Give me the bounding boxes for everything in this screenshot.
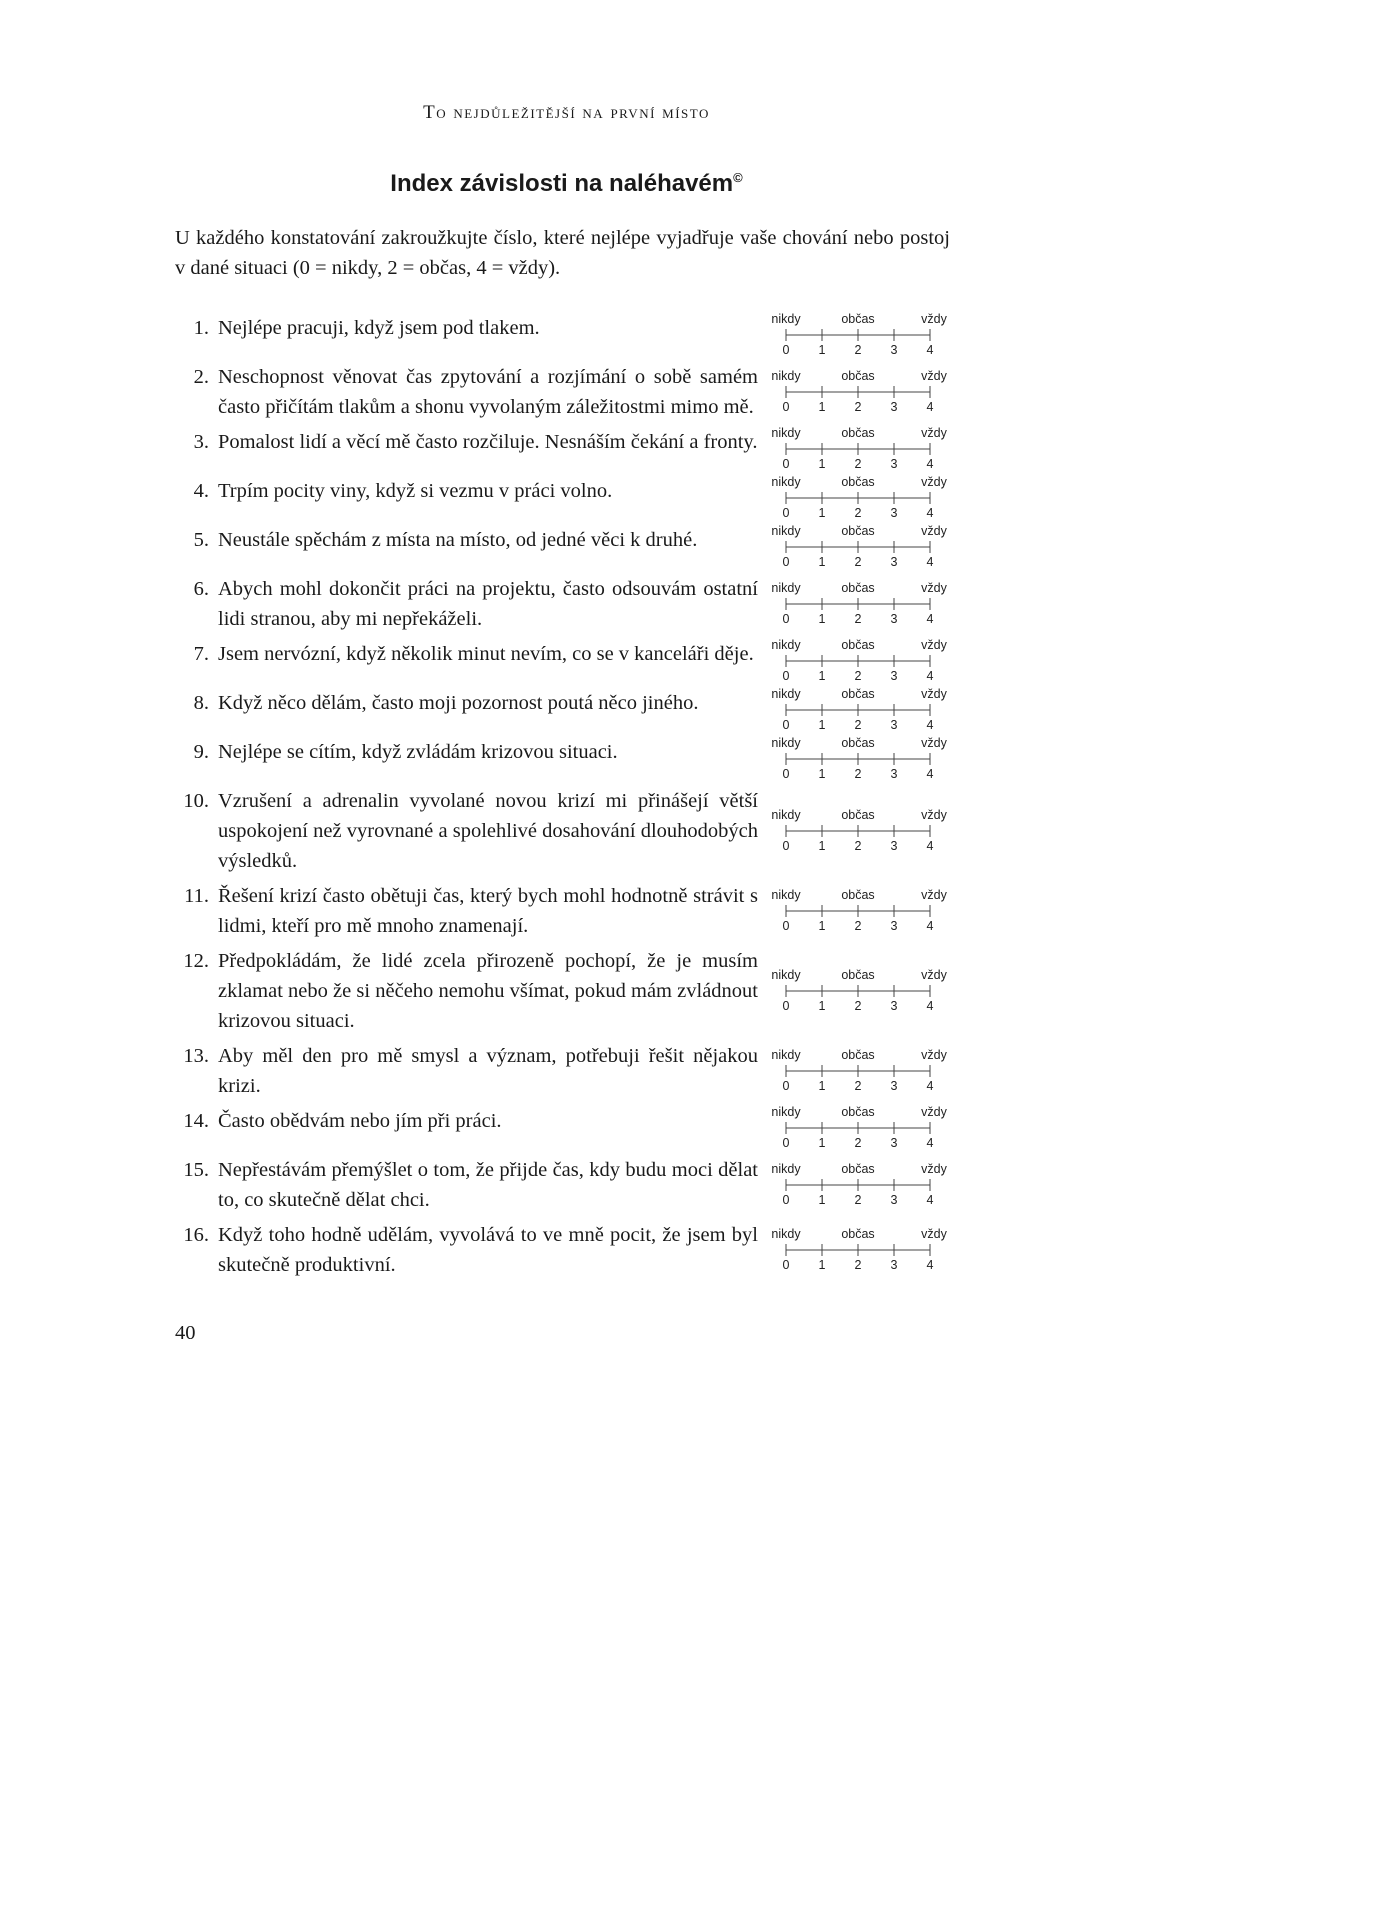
book-page [175,0,958,1345]
scale-tick-number: 1 [818,718,826,733]
scale-tick-number: 2 [854,343,862,358]
scale-label: nikdy [771,582,801,596]
scale-tick-number: 4 [926,555,934,570]
scale-label: vždy [921,370,947,384]
scale-tick-number: 1 [818,555,826,570]
scale-label: vždy [921,525,947,539]
scale-label: občas [841,1049,875,1063]
scale-label: občas [841,313,875,327]
rating-scale-svg [768,809,958,853]
scale-label: občas [841,370,875,384]
scale-tick-number: 0 [782,506,790,521]
questionnaire-item [175,427,958,471]
scale-tick-number: 3 [890,919,898,934]
questionnaire-item [175,881,958,941]
scale-tick-number: 3 [890,669,898,684]
rating-scale [768,427,958,471]
scale-tick-number: 2 [854,669,862,684]
scale-tick-number: 0 [782,767,790,782]
title-superscript: © [733,170,743,185]
scale-tick-number: 2 [854,767,862,782]
scale-tick-number: 3 [890,1258,898,1273]
scale-label: vždy [921,582,947,596]
rating-scale [768,1106,958,1150]
item-number: 8. [193,692,209,715]
rating-scale-svg [768,427,958,471]
scale-tick-number: 1 [818,612,826,627]
questionnaire-item [175,737,958,781]
scale-label: nikdy [771,1163,801,1177]
rating-scale [768,525,958,569]
scale-tick-number: 0 [782,1258,790,1273]
scale-tick-number: 0 [782,1136,790,1151]
scale-tick-number: 1 [818,400,826,415]
scale-label: vždy [921,688,947,702]
scale-tick-number: 4 [926,1193,934,1208]
item-number: 15. [183,1159,209,1182]
scale-label: občas [841,639,875,653]
item-number: 12. [183,950,209,973]
scale-tick-number: 1 [818,1258,826,1273]
scale-tick-number: 1 [818,839,826,854]
questionnaire-item [175,1220,958,1280]
rating-scale [768,582,958,626]
item-text: Předpokládám, že lidé zcela přirozeně pochopí, že je musím zklamat nebo že si něčeho nemohu všímat, pokud mám zvládnout krizovou situaci. [218,950,758,1033]
scale-label: nikdy [771,427,801,441]
scale-tick-number: 4 [926,839,934,854]
scale-tick-number: 4 [926,1258,934,1273]
item-number: 4. [193,480,209,503]
rating-scale-svg [768,370,958,414]
item-text: Řešení krizí často obětuji čas, který bych mohl hodnotně strávit s lidmi, kteří pro mě mnoho znamenají. [218,885,758,938]
scale-label: občas [841,1106,875,1120]
scale-tick-number: 3 [890,839,898,854]
scale-tick-number: 3 [890,400,898,415]
item-number: 14. [183,1110,209,1133]
item-number: 9. [193,741,209,764]
rating-scale [768,313,958,357]
scale-tick-number: 2 [854,555,862,570]
scale-tick-number: 0 [782,612,790,627]
scale-tick-number: 3 [890,718,898,733]
scale-tick-number: 3 [890,555,898,570]
scale-label: občas [841,969,875,983]
item-text: Neschopnost věnovat čas zpytování a rozjímání o sobě samém často přičítám tlakům a shonu vyvolaným záležitostmi mimo mě. [218,366,758,419]
scale-tick-number: 4 [926,1136,934,1151]
scale-tick-number: 4 [926,343,934,358]
scale-tick-number: 4 [926,1079,934,1094]
scale-tick-number: 2 [854,612,862,627]
scale-tick-number: 4 [926,999,934,1014]
scale-label: nikdy [771,889,801,903]
scale-tick-number: 1 [818,1136,826,1151]
scale-tick-number: 1 [818,919,826,934]
item-number: 2. [193,366,209,389]
rating-scale [768,969,958,1013]
scale-label: vždy [921,737,947,751]
item-text: Vzrušení a adrenalin vyvolané novou krizí mi přinášejí větší uspokojení než vyrovnané a spolehlivé dosahování dlouhodobých výsledků. [218,790,758,873]
scale-label: občas [841,889,875,903]
rating-scale-svg [768,639,958,683]
questionnaire-item [175,1106,958,1150]
scale-tick-number: 1 [818,999,826,1014]
scale-label: nikdy [771,809,801,823]
scale-tick-number: 4 [926,718,934,733]
questionnaire-item [175,476,958,520]
scale-label: nikdy [771,370,801,384]
scale-label: občas [841,809,875,823]
scale-tick-number: 3 [890,1136,898,1151]
item-number: 5. [193,529,209,552]
questionnaire-item [175,1041,958,1101]
item-number: 6. [193,578,209,601]
scale-label: vždy [921,313,947,327]
scale-tick-number: 1 [818,669,826,684]
questionnaire-item [175,639,958,683]
scale-label: nikdy [771,476,801,490]
item-number: 7. [193,643,209,666]
page-number: 40 [175,1322,196,1345]
scale-tick-number: 1 [818,343,826,358]
scale-tick-number: 3 [890,999,898,1014]
item-text: Pomalost lidí a věcí mě často rozčiluje. Nesnáším čekání a fronty. [218,431,758,454]
scale-tick-number: 2 [854,718,862,733]
rating-scale [768,889,958,933]
scale-label: nikdy [771,639,801,653]
item-text: Trpím pocity viny, když si vezmu v práci volno. [218,480,613,503]
rating-scale [768,809,958,853]
questionnaire-item [175,574,958,634]
rating-scale-svg [768,313,958,357]
scale-label: občas [841,737,875,751]
item-number: 11. [184,885,209,908]
scale-tick-number: 2 [854,506,862,521]
scale-tick-number: 1 [818,1193,826,1208]
scale-tick-number: 0 [782,343,790,358]
questionnaire-item [175,313,958,357]
scale-label: vždy [921,969,947,983]
scale-tick-number: 4 [926,457,934,472]
scale-label: nikdy [771,1106,801,1120]
scale-tick-number: 0 [782,999,790,1014]
questionnaire-item [175,362,958,422]
running-header: To nejdůležitější na první místo [423,102,710,123]
scale-label: vždy [921,1228,947,1242]
scale-tick-number: 0 [782,1079,790,1094]
scale-tick-number: 4 [926,669,934,684]
scale-tick-number: 2 [854,1193,862,1208]
scale-tick-number: 3 [890,612,898,627]
scale-tick-number: 0 [782,555,790,570]
item-number: 3. [193,431,209,454]
scale-label: nikdy [771,1049,801,1063]
scale-label: vždy [921,1106,947,1120]
rating-scale [768,1228,958,1272]
scale-tick-number: 0 [782,400,790,415]
scale-tick-number: 2 [854,999,862,1014]
scale-tick-number: 2 [854,400,862,415]
scale-label: vždy [921,1163,947,1177]
scale-label: občas [841,1228,875,1242]
item-text: Neustále spěchám z místa na místo, od jedné věci k druhé. [218,529,698,552]
instructions-paragraph: U každého konstatování zakroužkujte číslo, které nejlépe vyjadřuje vaše chování nebo postoj v dané situaci (0 = nikdy, 2 = občas, 4 = vždy). [175,227,950,279]
scale-tick-number: 2 [854,1079,862,1094]
scale-tick-number: 1 [818,767,826,782]
questionnaire-item [175,525,958,569]
scale-label: vždy [921,889,947,903]
scale-label: nikdy [771,969,801,983]
scale-label: nikdy [771,688,801,702]
scale-label: občas [841,688,875,702]
scale-label: občas [841,476,875,490]
scale-label: nikdy [771,1228,801,1242]
rating-scale-svg [768,1049,958,1093]
item-text: Nepřestávám přemýšlet o tom, že přijde čas, kdy budu moci dělat to, co skutečně dělat chci. [218,1159,758,1212]
rating-scale [768,370,958,414]
item-number: 1. [193,317,209,340]
scale-label: občas [841,582,875,596]
rating-scale [768,1049,958,1093]
scale-tick-number: 0 [782,669,790,684]
scale-tick-number: 1 [818,506,826,521]
scale-label: vždy [921,639,947,653]
title-text: Index závislosti na naléhavém [390,170,734,197]
scale-tick-number: 3 [890,343,898,358]
scale-label: nikdy [771,737,801,751]
scale-tick-number: 2 [854,1258,862,1273]
scale-tick-number: 3 [890,767,898,782]
scale-tick-number: 4 [926,612,934,627]
scale-label: vždy [921,427,947,441]
item-text: Když toho hodně udělám, vyvolává to ve mně pocit, že jsem byl skutečně produktivní. [218,1224,758,1277]
item-text: Nejlépe pracuji, když jsem pod tlakem. [218,317,540,340]
scale-tick-number: 4 [926,506,934,521]
page-title [175,170,958,198]
scale-label: vždy [921,809,947,823]
item-text: Abych mohl dokončit práci na projektu, často odsouvám ostatní lidi stranou, aby mi nepřekáželi. [218,578,758,631]
scale-label: nikdy [771,525,801,539]
item-text: Když něco dělám, často moji pozornost poutá něco jiného. [218,692,699,715]
rating-scale-svg [768,737,958,781]
scale-tick-number: 0 [782,919,790,934]
scale-tick-number: 3 [890,457,898,472]
rating-scale-svg [768,889,958,933]
scale-label: občas [841,525,875,539]
questionnaire-item [175,1155,958,1215]
scale-tick-number: 2 [854,919,862,934]
rating-scale [768,1163,958,1207]
rating-scale-svg [768,1228,958,1272]
rating-scale-svg [768,969,958,1013]
item-text: Často obědvám nebo jím při práci. [218,1110,502,1133]
scale-tick-number: 4 [926,919,934,934]
rating-scale-svg [768,1106,958,1150]
scale-tick-number: 1 [818,1079,826,1094]
scale-tick-number: 0 [782,1193,790,1208]
scale-tick-number: 0 [782,839,790,854]
rating-scale [768,737,958,781]
questionnaire-item [175,946,958,1036]
scale-tick-number: 1 [818,457,826,472]
item-number: 10. [183,790,209,813]
item-text: Nejlépe se cítím, když zvládám krizovou situaci. [218,741,618,764]
scale-tick-number: 0 [782,457,790,472]
item-text: Aby měl den pro mě smysl a význam, potřebuji řešit nějakou krizi. [218,1045,758,1098]
rating-scale [768,688,958,732]
rating-scale-svg [768,525,958,569]
rating-scale-svg [768,582,958,626]
rating-scale-svg [768,688,958,732]
scale-tick-number: 3 [890,1079,898,1094]
scale-tick-number: 3 [890,506,898,521]
scale-tick-number: 2 [854,1136,862,1151]
scale-tick-number: 4 [926,400,934,415]
scale-tick-number: 3 [890,1193,898,1208]
scale-tick-number: 2 [854,839,862,854]
scale-label: vždy [921,476,947,490]
scale-label: nikdy [771,313,801,327]
item-text: Jsem nervózní, když několik minut nevím, co se v kanceláři děje. [218,643,754,666]
scale-tick-number: 0 [782,718,790,733]
item-number: 13. [183,1045,209,1068]
scale-label: vždy [921,1049,947,1063]
rating-scale [768,639,958,683]
scale-tick-number: 4 [926,767,934,782]
questionnaire-item [175,786,958,876]
rating-scale-svg [768,476,958,520]
scale-tick-number: 2 [854,457,862,472]
item-number: 16. [183,1224,209,1247]
items-list [175,313,958,1280]
scale-label: občas [841,1163,875,1177]
rating-scale-svg [768,1163,958,1207]
scale-label: občas [841,427,875,441]
questionnaire-item [175,688,958,732]
rating-scale [768,476,958,520]
